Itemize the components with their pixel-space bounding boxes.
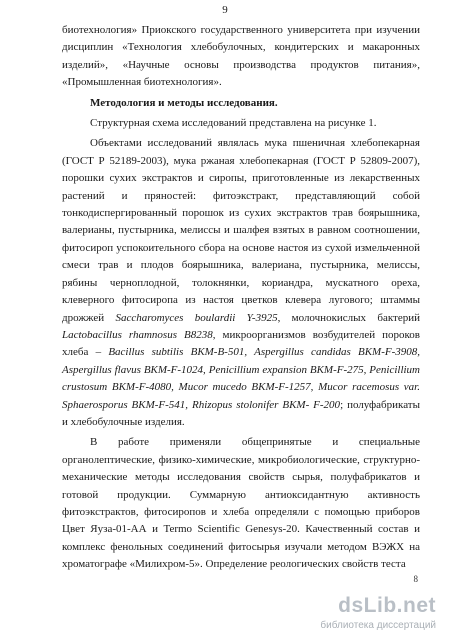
watermark bbox=[271, 594, 446, 634]
text-run: Bacillus subtilis ВКМ-B-501, Aspergillus candidas ВКМ-F-3908, Aspergillus flavus ВКМ-F-1024, Penicillium expansion ВКМ-F-275, Penicillium crustosum ВКМ-F-4080, Mucor mucedo ВКМ-F-1257, Mucor racemosus var. Sphaerosporus ВКМ-F-541, Rhizopus stolonifer ВКМ- F-200 bbox=[62, 346, 420, 411]
text-run: Структурная схема исследований представлена на рисунке 1. bbox=[90, 117, 377, 130]
text-run: В работе применяли общепринятые и специальные органолептические, физико-химические, микробиологические, структурно-механические методы исследования свойств сырья, полуфабрикатов и готовой продукции. Суммарную антиоксидантную активность фитоэкстрактов, фитосиропов и хлеба определяли с помощью приборов Цвет Яуза-01-АА и Termo Scientific Genesys-20. Качественный состав и комплекс фенольных соединений фитосырья изучали методом ВЭЖХ на хроматографе «Милихром-5». Определение реологических свойств теста bbox=[62, 436, 420, 571]
text-run: биотехнология» Приокского государственного университета при изучении дисциплин «Технология хлебобулочных, кондитерских и макаронных изделий», «Научные основы производства продуктов питания», «Промышленная биотехнология». bbox=[62, 24, 420, 89]
text-run: , молочнокислых бактерий bbox=[277, 311, 421, 324]
corner-page-mark: 8 bbox=[413, 574, 418, 584]
body-text bbox=[62, 22, 420, 574]
text-run: ; полуфабрикаты и хлебобулочные изделия. bbox=[62, 398, 420, 428]
paragraph-continuation bbox=[62, 22, 420, 92]
page-number: 9 bbox=[222, 4, 228, 16]
watermark-logo: dsLib.net bbox=[338, 594, 436, 617]
paragraph-methods bbox=[62, 434, 420, 573]
text-run: Объектами исследований являлась мука пшеничная хлебопекарная (ГОСТ Р 52189-2003), мука ржаная хлебопекарная (ГОСТ Р 52809-2007), порошки сухих экстрактов и сиропы, приготовленные из лекарственных растений и пряностей: фитоэкстракт, представляющий собой тонкодиспергированный порошок из сухих экстрактов трав боярышника, валерианы, пустырника, мелиссы и шалфея взятых в равном соотношении, фитосироп успокоительного сбора на основе настоя из сухой измельченной смеси трав и плодов боярышника, валериана, пустырника, мелиссы, рябины черноплодной, толокнянки, кориандра, мускатного ореха, клеверного фитосиропа из настоя цветков клевера лугового; штаммы дрожжей bbox=[62, 137, 420, 324]
paragraph-section-heading bbox=[62, 95, 420, 112]
text-run: Lactobacillus rhamnosus B8238 bbox=[62, 328, 213, 341]
text-run: Методология и методы исследования bbox=[90, 96, 275, 109]
text-run: , микроорганизмов возбудителей пороков хлеба – bbox=[62, 328, 420, 359]
paragraph-structure-note bbox=[62, 115, 420, 132]
text-run: Saccharomyces boulardii Y-3925 bbox=[115, 311, 278, 324]
text-run: . bbox=[274, 96, 278, 109]
watermark-subtitle: библиотека диссертаций bbox=[320, 620, 436, 631]
paragraph-research-objects bbox=[62, 135, 420, 431]
